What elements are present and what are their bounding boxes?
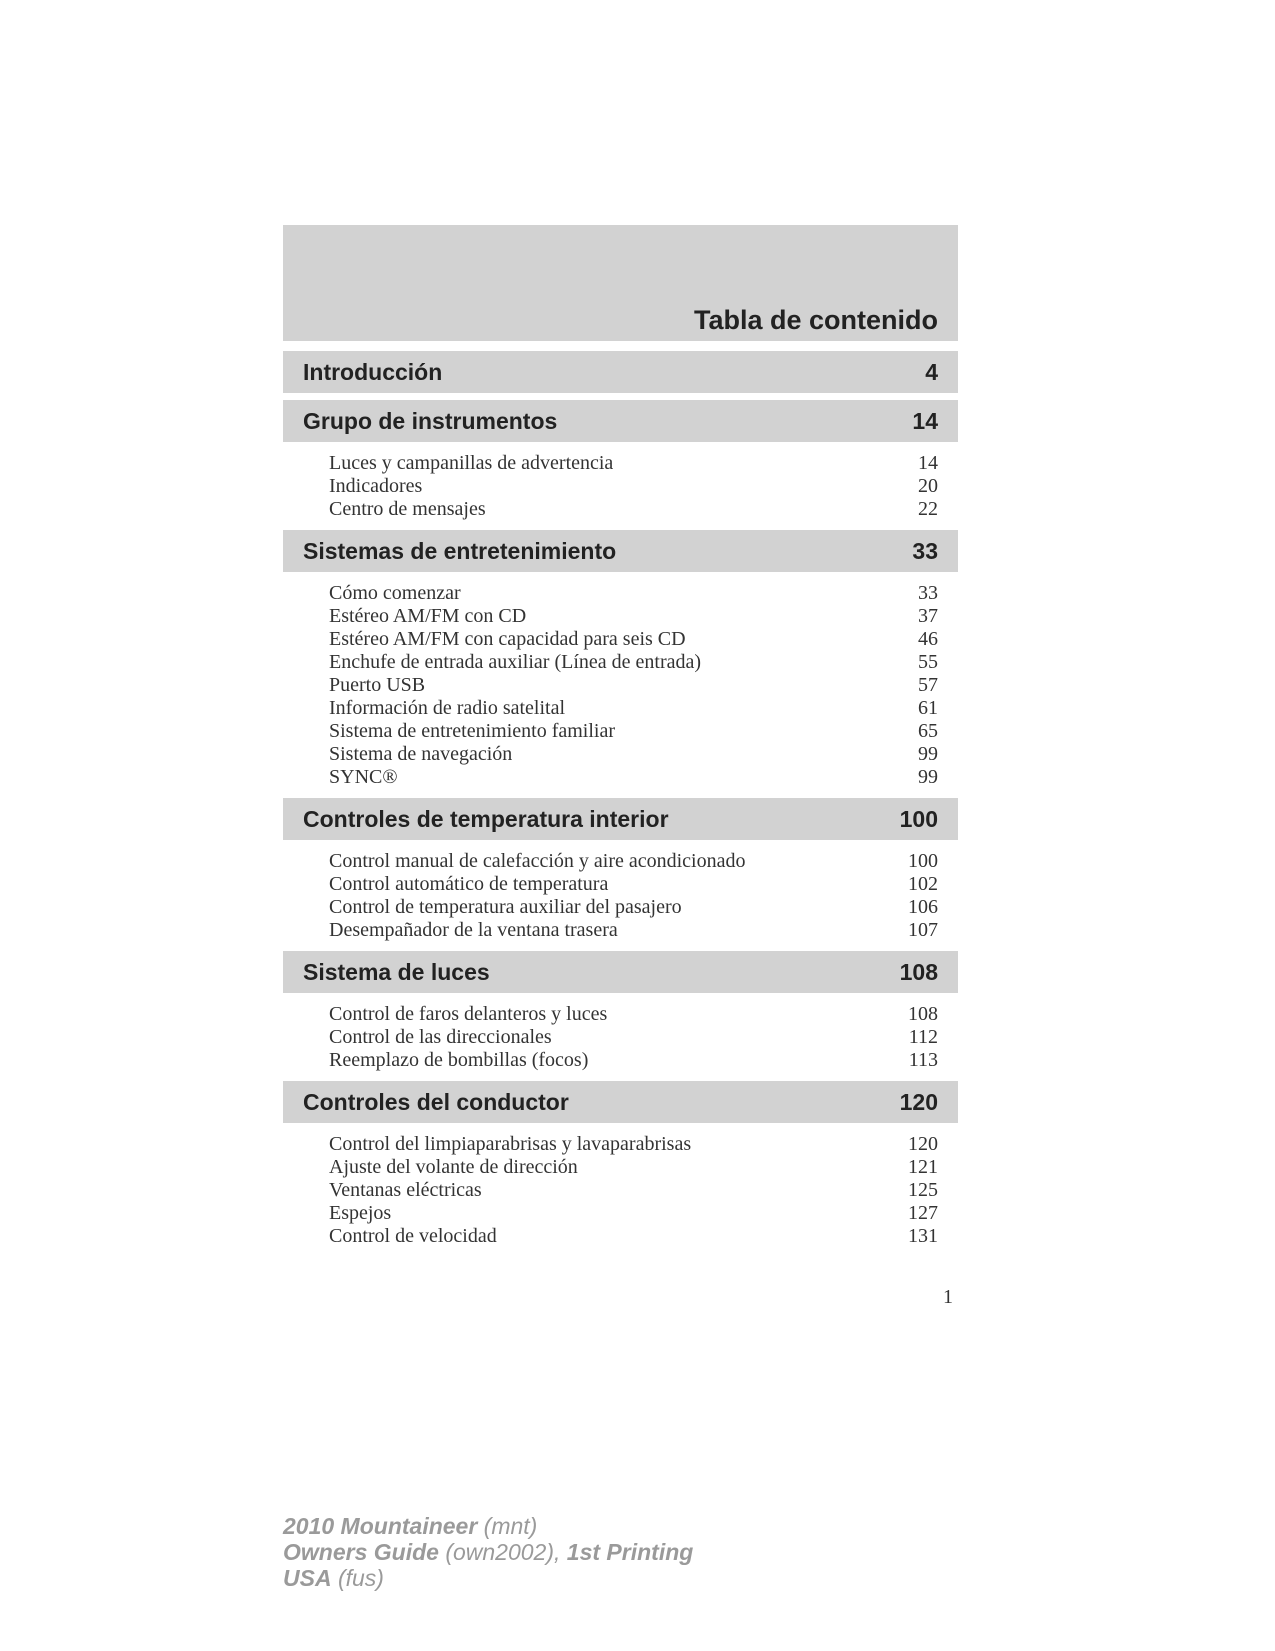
footer-line-1 xyxy=(283,1513,693,1539)
entry-label: Control de faros delanteros y luces xyxy=(329,1003,608,1025)
entry-label: SYNC® xyxy=(329,766,398,788)
entry-label: Desempañador de la ventana trasera xyxy=(329,919,618,941)
section-title: Controles de temperatura interior xyxy=(303,805,669,832)
toc-entry[interactable] xyxy=(329,674,938,697)
table-of-contents xyxy=(283,225,958,1257)
toc-entry[interactable] xyxy=(329,1156,938,1179)
entry-page: 127 xyxy=(908,1202,938,1224)
footer-imprint xyxy=(283,1513,693,1591)
toc-entry[interactable] xyxy=(329,605,938,628)
footer-market-code: (fus) xyxy=(331,1565,384,1591)
toc-entry[interactable] xyxy=(329,1225,938,1248)
footer-guide-code: (own2002), xyxy=(438,1539,567,1565)
page-number: 1 xyxy=(943,1286,953,1308)
sections-container xyxy=(283,400,958,1257)
toc-entry[interactable] xyxy=(329,919,938,942)
toc-entry[interactable] xyxy=(329,1026,938,1049)
entry-page: 61 xyxy=(918,697,938,719)
entry-label: Ajuste del volante de dirección xyxy=(329,1156,578,1178)
entry-page: 33 xyxy=(918,582,938,604)
toc-entry[interactable] xyxy=(329,896,938,919)
section-header-intro[interactable] xyxy=(283,351,958,393)
section-header[interactable] xyxy=(283,798,958,840)
entry-page: 121 xyxy=(908,1156,938,1178)
toc-entry[interactable] xyxy=(329,743,938,766)
section-title: Grupo de instrumentos xyxy=(303,407,558,434)
entry-page: 108 xyxy=(908,1003,938,1025)
entry-label: Espejos xyxy=(329,1202,392,1224)
entry-label: Sistema de entretenimiento familiar xyxy=(329,720,616,742)
footer-line-2 xyxy=(283,1539,693,1565)
entry-label: Control automático de temperatura xyxy=(329,873,609,895)
toc-entry[interactable] xyxy=(329,628,938,651)
entry-label: Información de radio satelital xyxy=(329,697,566,719)
entry-page: 131 xyxy=(908,1225,938,1247)
toc-entry[interactable] xyxy=(329,1049,938,1072)
section-page: 120 xyxy=(899,1088,938,1115)
footer-line-3 xyxy=(283,1565,693,1591)
entry-label: Cómo comenzar xyxy=(329,582,461,604)
entry-page: 46 xyxy=(918,628,938,650)
toc-entry[interactable] xyxy=(329,1133,938,1156)
toc-entry[interactable] xyxy=(329,720,938,743)
section-page: 108 xyxy=(899,958,938,985)
entry-page: 55 xyxy=(918,651,938,673)
title-banner xyxy=(283,225,958,341)
entry-label: Control de velocidad xyxy=(329,1225,497,1247)
section-header[interactable] xyxy=(283,400,958,442)
entry-label: Reemplazo de bombillas (focos) xyxy=(329,1049,589,1071)
entry-label: Puerto USB xyxy=(329,674,426,696)
toc-entry[interactable] xyxy=(329,1003,938,1026)
page-title: Tabla de contenido xyxy=(693,305,938,335)
footer-vehicle: 2010 Mountaineer xyxy=(283,1513,478,1539)
section-page: 100 xyxy=(899,805,938,832)
entry-page: 100 xyxy=(908,850,938,872)
entry-label: Control del limpiaparabrisas y lavaparabrisas xyxy=(329,1133,692,1155)
entry-label: Estéreo AM/FM con CD xyxy=(329,605,527,627)
footer-vehicle-code: (mnt) xyxy=(477,1513,538,1539)
entry-list xyxy=(283,993,958,1081)
entry-page: 112 xyxy=(908,1026,938,1048)
entry-label: Sistema de navegación xyxy=(329,743,513,765)
entry-list xyxy=(283,1123,958,1257)
entry-list xyxy=(283,572,958,798)
entry-page: 99 xyxy=(918,743,938,765)
entry-label: Estéreo AM/FM con capacidad para seis CD xyxy=(329,628,686,650)
section-title: Sistemas de entretenimiento xyxy=(303,537,617,564)
section-title: Sistema de luces xyxy=(303,958,490,985)
toc-entry[interactable] xyxy=(329,850,938,873)
section-title: Controles del conductor xyxy=(303,1088,569,1115)
entry-page: 14 xyxy=(918,452,938,474)
entry-page: 37 xyxy=(918,605,938,627)
footer-printing: 1st Printing xyxy=(566,1539,694,1565)
entry-label: Control manual de calefacción y aire acondicionado xyxy=(329,850,746,872)
section-page: 33 xyxy=(912,537,938,564)
entry-label: Control de temperatura auxiliar del pasajero xyxy=(329,896,682,918)
entry-page: 20 xyxy=(918,475,938,497)
section-header[interactable] xyxy=(283,1081,958,1123)
entry-page: 120 xyxy=(908,1133,938,1155)
toc-entry[interactable] xyxy=(329,651,938,674)
toc-entry[interactable] xyxy=(329,452,938,475)
entry-page: 125 xyxy=(908,1179,938,1201)
entry-page: 65 xyxy=(918,720,938,742)
section-header[interactable] xyxy=(283,530,958,572)
toc-entry[interactable] xyxy=(329,498,938,521)
toc-entry[interactable] xyxy=(329,1179,938,1202)
entry-label: Ventanas eléctricas xyxy=(329,1179,482,1201)
entry-page: 113 xyxy=(908,1049,938,1071)
toc-entry[interactable] xyxy=(329,766,938,789)
entry-page: 57 xyxy=(918,674,938,696)
entry-list xyxy=(283,442,958,530)
entry-page: 99 xyxy=(918,766,938,788)
entry-page: 102 xyxy=(908,873,938,895)
toc-entry[interactable] xyxy=(329,582,938,605)
toc-entry[interactable] xyxy=(329,873,938,896)
section-page: 14 xyxy=(912,407,938,434)
footer-guide: Owners Guide xyxy=(283,1539,439,1565)
entry-page: 106 xyxy=(908,896,938,918)
entry-label: Enchufe de entrada auxiliar (Línea de entrada) xyxy=(329,651,702,673)
toc-entry[interactable] xyxy=(329,697,938,720)
toc-entry[interactable] xyxy=(329,475,938,498)
section-header[interactable] xyxy=(283,951,958,993)
section-title: Introducción xyxy=(303,358,443,385)
entry-label: Control de las direccionales xyxy=(329,1026,552,1048)
footer-market: USA xyxy=(283,1565,332,1591)
toc-entry[interactable] xyxy=(329,1202,938,1225)
entry-list xyxy=(283,840,958,951)
entry-label: Centro de mensajes xyxy=(329,498,486,520)
entry-label: Luces y campanillas de advertencia xyxy=(329,452,614,474)
entry-page: 22 xyxy=(918,498,938,520)
entry-page: 107 xyxy=(908,919,938,941)
entry-label: Indicadores xyxy=(329,475,423,497)
section-page: 4 xyxy=(925,358,938,385)
